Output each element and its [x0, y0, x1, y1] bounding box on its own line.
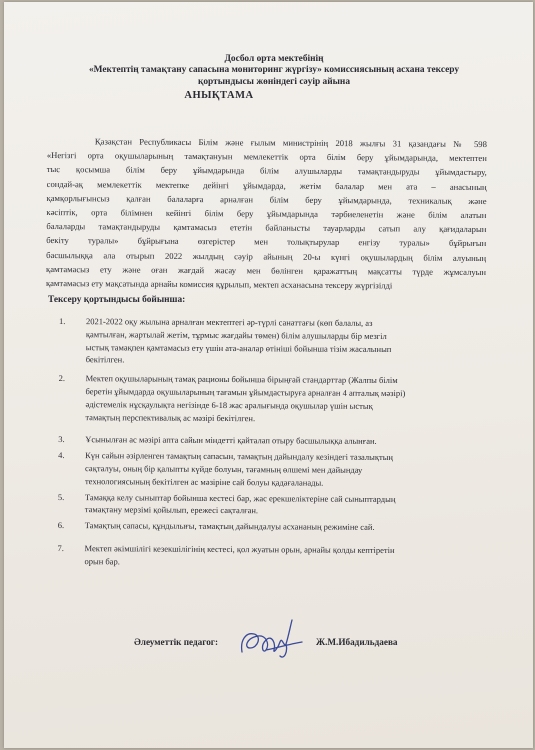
list-item: [58, 433, 488, 448]
item-line: Мектеп оқушыларының тамақ рационы бойынша бірыңғай стандарттар (Жалпы білім: [85, 373, 398, 386]
school-name: Досбол орта мектебінің: [224, 54, 324, 64]
commission-name: «Мектептің тамақтану сапасына мониторинг жүргізу» комиссиясының асхана тексеру: [88, 65, 460, 75]
item-line: беретін ұйымдарда оқушыларының тағамын ұйымдастыруға арналған 4 апталық мәзірі): [85, 386, 406, 399]
list-item: [58, 491, 488, 519]
handwritten-signature: [236, 614, 308, 664]
item-number: 6.: [57, 520, 65, 531]
item-line: қамтылған, жартылай жетім, тұрмыс жағдайы төмен) білім алушыларды бір мезгіл: [85, 328, 387, 341]
intro-line: сондай-ақ мемлекеттік мектепке дейінгі ұйымдарда, жетім балалар мен ата – анасының: [46, 178, 487, 192]
list-item: [59, 315, 489, 369]
intro-paragraph: [46, 134, 487, 293]
item-line: тамақтың перспективалық ас мәзірі бекітілген.: [85, 411, 256, 423]
document-page: [4, 2, 533, 748]
list-item: [57, 542, 487, 570]
item-number: 2.: [58, 373, 66, 384]
item-line: бекітілген.: [85, 354, 125, 365]
findings-list: [57, 315, 489, 570]
item-line: технологиясының бекітілген ас мәзіріне сай болуы қадағаланады.: [84, 475, 324, 488]
item-line: 2021-2022 оқу жылына арналған мектептегі әр-түрлі санаттағы (көп балалы, аз: [85, 316, 373, 328]
item-number: 3.: [58, 434, 65, 445]
list-item: [58, 449, 488, 490]
item-line: Мектеп әкімшілігі кезекшілігінің кестесі, қол жуатын орын, арнайы қолды кептіретін: [84, 543, 395, 556]
intro-line: қамтамасыз ету және оған жағдай жасау мен бөлінген қаражаттың мақсатты түрде жұмсалуын: [46, 263, 487, 277]
document-title: АНЫҚТАМА: [184, 90, 254, 101]
intro-line: қамтамасыз ету мақсатында арнайы комиссия құрылып, мектеп асханасына тексеру жүргізілді: [45, 278, 393, 291]
item-line: ыстық тамақпен қамтамасыз ету үшін ата-аналар өтініші бойынша тізім жасалынып: [85, 341, 392, 354]
intro-line: кәсіптік, орта білімнен кейінгі білім беру ұйымдарында тәрбиеленетін және білім алатын: [46, 207, 487, 221]
item-number: 4.: [58, 450, 65, 461]
item-number: 1.: [58, 315, 66, 327]
item-number: 7.: [57, 542, 64, 553]
intro-line: басшылыққа ала отырып 2022 жылдың сәуір айының 20-ы күнгі оқушылардың білім алуының: [46, 249, 487, 263]
item-number: 5.: [57, 491, 65, 502]
intro-line: «Негізгі орта оқушыларының тамақтануын мемлекеттік орта білім беру ұйымдарында, мектептен: [46, 150, 487, 164]
list-item: [58, 372, 488, 426]
item-line: әдістемелік нұсқаулықта негізінде 6-18 жас аралығында оқушылар үшін ыстық: [85, 398, 373, 411]
item-line: Ұсынылған ас мәзірі апта сайын міндетті қайталап отыру басшылыққа алынған.: [85, 434, 377, 447]
list-item: [58, 519, 488, 534]
item-line: тамақтану мерзімі қойылып, ережесі сақталған.: [84, 504, 259, 516]
signer-role: Әлеуметтік педагог:: [134, 637, 219, 647]
report-subtitle: қортындысы жөніндегі сәуір айына: [197, 77, 351, 87]
item-line: сақталуы, оның бір қалыпты күйде болуын, тағамның өлшемі мен дайындау: [85, 463, 363, 475]
item-line: орын бар.: [84, 555, 120, 567]
signer-name: Ж.М.Ибадильдаева: [316, 637, 398, 647]
intro-line: тыс қосымша білім беру ұйымдарында білім алушыларды тамақтандыруды ұйымдастыру,: [46, 164, 487, 178]
intro-line: бекіту туралы» бұйрығына өзгерістер мен толықтырулар енгізу туралы» бұйрығын: [46, 235, 487, 249]
item-line: Тамаққа келу сыныптар бойынша кестесі бар, жас ерекшеліктеріне сай сыныптардың: [84, 491, 396, 504]
item-line: Күн сайын әзірленген тамақтың сапасын, тамақтың дайындалу кезіндегі тазалықтың: [85, 450, 394, 463]
intro-line: Қазақстан Республикасы Білім және ғылым министрінің 2018 жылғы 31 қазандағы № 598: [94, 136, 487, 150]
intro-line: қамқорлығынсыз қалған балаларға арналған білім беру ұйымдарында, техникалық және: [46, 192, 487, 206]
intro-line: балаларды тамақтандыруды қамтамасыз ететін байланысты тауарларды сатып алу қағидаларын: [46, 221, 487, 235]
item-line: Тамақтың сапасы, құндылығы, тамақтың дайындалуы асхананың режиміне сай.: [84, 520, 375, 533]
section-title: Тексеру қортындысы бойынша:: [48, 295, 186, 305]
